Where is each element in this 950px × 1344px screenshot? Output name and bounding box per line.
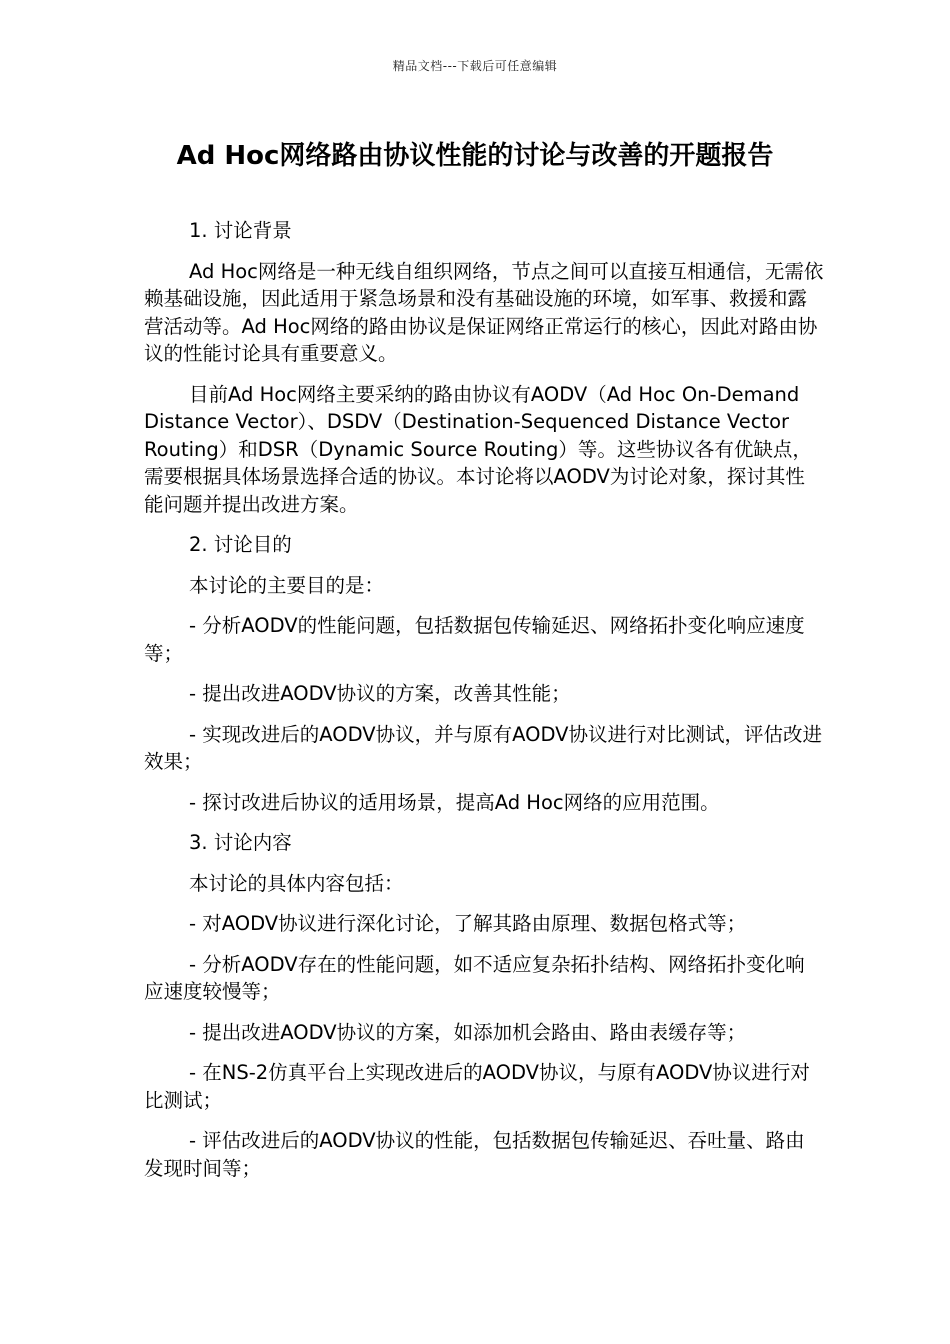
paragraph-background-1: Ad Hoc网络是一种无线自组织网络，节点之间可以直接互相通信，无需依赖基础设施，因此适用于紧急场景和没有基础设施的环境，如军事、救援和露营活动等。Ad Hoc网络的路由协议是保证网络正常运行的核心，因此对路由协议的性能讨论具有重要意义。 <box>144 259 824 365</box>
paragraph-content-intro: 本讨论的具体内容包括： <box>189 871 404 895</box>
paragraph-background-2: 目前Ad Hoc网络主要采纳的路由协议有AODV（Ad Hoc On-Demand Distance Vector）、DSDV（Destination-Sequenced Distance Vector Routing）和DSR（Dynamic Source Routing）等。这些协议各有优缺点，需要根据具体场景选择合适的协议。本讨论将以AODV为讨论对象，探讨其性能问题并提出改进方案。 <box>144 382 812 516</box>
list-item-content-4: - 在NS-2仿真平台上实现改进后的AODV协议，与原有AODV协议进行对比测试； <box>144 1061 810 1112</box>
document-title: Ad Hoc网络路由协议性能的讨论与改善的开题报告 <box>176 141 774 171</box>
list-item-content-2: - 分析AODV存在的性能问题，如不适应复杂拓扑结构、网络拓扑变化响应速度较慢等； <box>144 952 805 1003</box>
list-item-content-3: - 提出改进AODV协议的方案，如添加机会路由、路由表缓存等； <box>189 1020 747 1044</box>
list-item-purpose-1: - 分析AODV的性能问题，包括数据包传输延迟、网络拓扑变化响应速度等； <box>144 614 805 665</box>
list-item-purpose-4: - 探讨改进后协议的适用场景，提高Ad Hoc网络的应用范围。 <box>189 790 720 814</box>
list-item-content-5: - 评估改进后的AODV协议的性能，包括数据包传输延迟、吞吐量、路由发现时间等； <box>144 1129 805 1180</box>
list-item-purpose-3: - 实现改进后的AODV协议，并与原有AODV协议进行对比测试，评估改进效果； <box>144 722 822 773</box>
section-heading-background: 1. 讨论背景 <box>189 219 292 242</box>
document-body <box>144 217 824 1195</box>
page-header: 精品文档---下载后可任意编辑 <box>392 59 558 73</box>
section-heading-purpose: 2. 讨论目的 <box>189 533 292 556</box>
list-item-purpose-2: - 提出改进AODV协议的方案，改善其性能； <box>189 682 571 705</box>
section-heading-content: 3. 讨论内容 <box>189 831 292 854</box>
list-item-content-1: - 对AODV协议进行深化讨论，了解其路由原理、数据包格式等； <box>189 912 747 935</box>
paragraph-purpose-intro: 本讨论的主要目的是： <box>189 573 385 597</box>
